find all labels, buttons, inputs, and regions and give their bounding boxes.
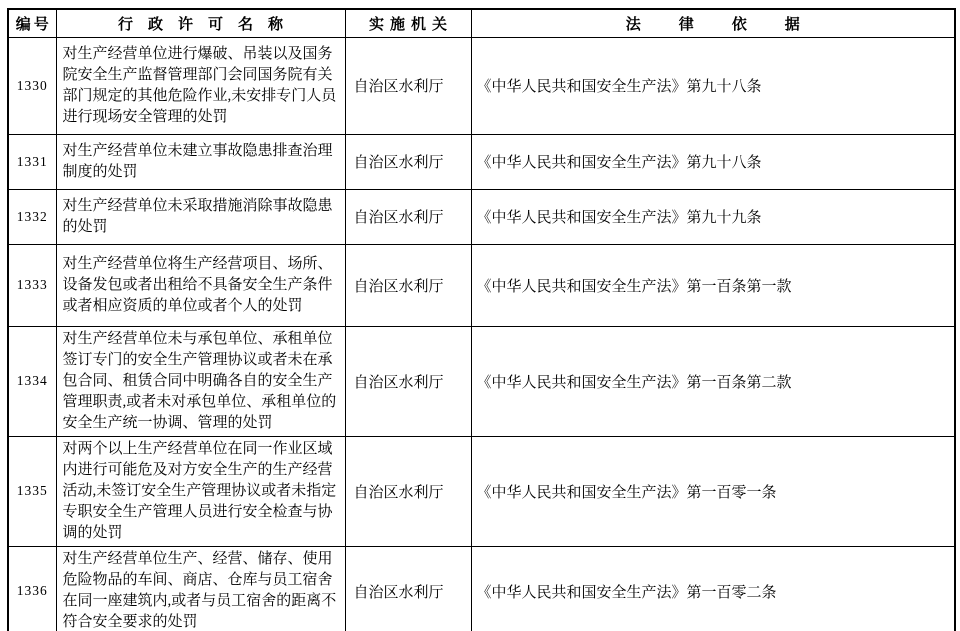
header-row [8,9,955,37]
table-row [8,244,955,326]
cell-agency: 自治区水利厅 [345,326,471,436]
table-row [8,189,955,244]
cell-legal-basis: 《中华人民共和国安全生产法》第一百零二条 [471,546,955,631]
cell-permit-name: 对生产经营单位未建立事故隐患排查治理制度的处罚 [56,134,345,189]
cell-code: 1336 [8,546,56,631]
cell-legal-basis: 《中华人民共和国安全生产法》第一百条第二款 [471,326,955,436]
cell-permit-name: 对生产经营单位将生产经营项目、场所、设备发包或者出租给不具备安全生产条件或者相应资质的单位或者个人的处罚 [56,244,345,326]
cell-code: 1330 [8,37,56,134]
table-header [8,9,955,37]
table-row [8,546,955,631]
cell-code: 1335 [8,436,56,546]
cell-agency: 自治区水利厅 [345,189,471,244]
cell-code: 1333 [8,244,56,326]
cell-code: 1332 [8,189,56,244]
cell-permit-name: 对两个以上生产经营单位在同一作业区域内进行可能危及对方安全生产的生产经营活动,未签订安全生产管理协议或者未指定专职安全生产管理人员进行安全检查与协调的处罚 [56,436,345,546]
cell-code: 1331 [8,134,56,189]
cell-permit-name: 对生产经营单位未采取措施消除事故隐患的处罚 [56,189,345,244]
table-row [8,326,955,436]
table-row [8,37,955,134]
cell-legal-basis: 《中华人民共和国安全生产法》第九十八条 [471,134,955,189]
table-body [8,37,955,631]
cell-permit-name: 对生产经营单位生产、经营、储存、使用危险物品的车间、商店、仓库与员工宿舍在同一座建筑内,或者与员工宿舍的距离不符合安全要求的处罚 [56,546,345,631]
cell-agency: 自治区水利厅 [345,37,471,134]
cell-agency: 自治区水利厅 [345,134,471,189]
cell-legal-basis: 《中华人民共和国安全生产法》第一百条第一款 [471,244,955,326]
cell-agency: 自治区水利厅 [345,436,471,546]
table-row [8,436,955,546]
cell-code: 1334 [8,326,56,436]
cell-agency: 自治区水利厅 [345,244,471,326]
administrative-permits-table [7,8,956,631]
cell-legal-basis: 《中华人民共和国安全生产法》第一百零一条 [471,436,955,546]
header-permit-name: 行政许可名称 [56,9,345,37]
cell-legal-basis: 《中华人民共和国安全生产法》第九十九条 [471,189,955,244]
cell-permit-name: 对生产经营单位未与承包单位、承租单位签订专门的安全生产管理协议或者未在承包合同、租赁合同中明确各自的安全生产管理职责,或者未对承包单位、承租单位的安全生产统一协调、管理的处罚 [56,326,345,436]
cell-legal-basis: 《中华人民共和国安全生产法》第九十八条 [471,37,955,134]
header-code: 编号 [8,9,56,37]
header-agency: 实施机关 [345,9,471,37]
table-row [8,134,955,189]
header-legal-basis: 法律依据 [471,9,955,37]
cell-permit-name: 对生产经营单位进行爆破、吊装以及国务院安全生产监督管理部门会同国务院有关部门规定的其他危险作业,未安排专门人员进行现场安全管理的处罚 [56,37,345,134]
cell-agency: 自治区水利厅 [345,546,471,631]
